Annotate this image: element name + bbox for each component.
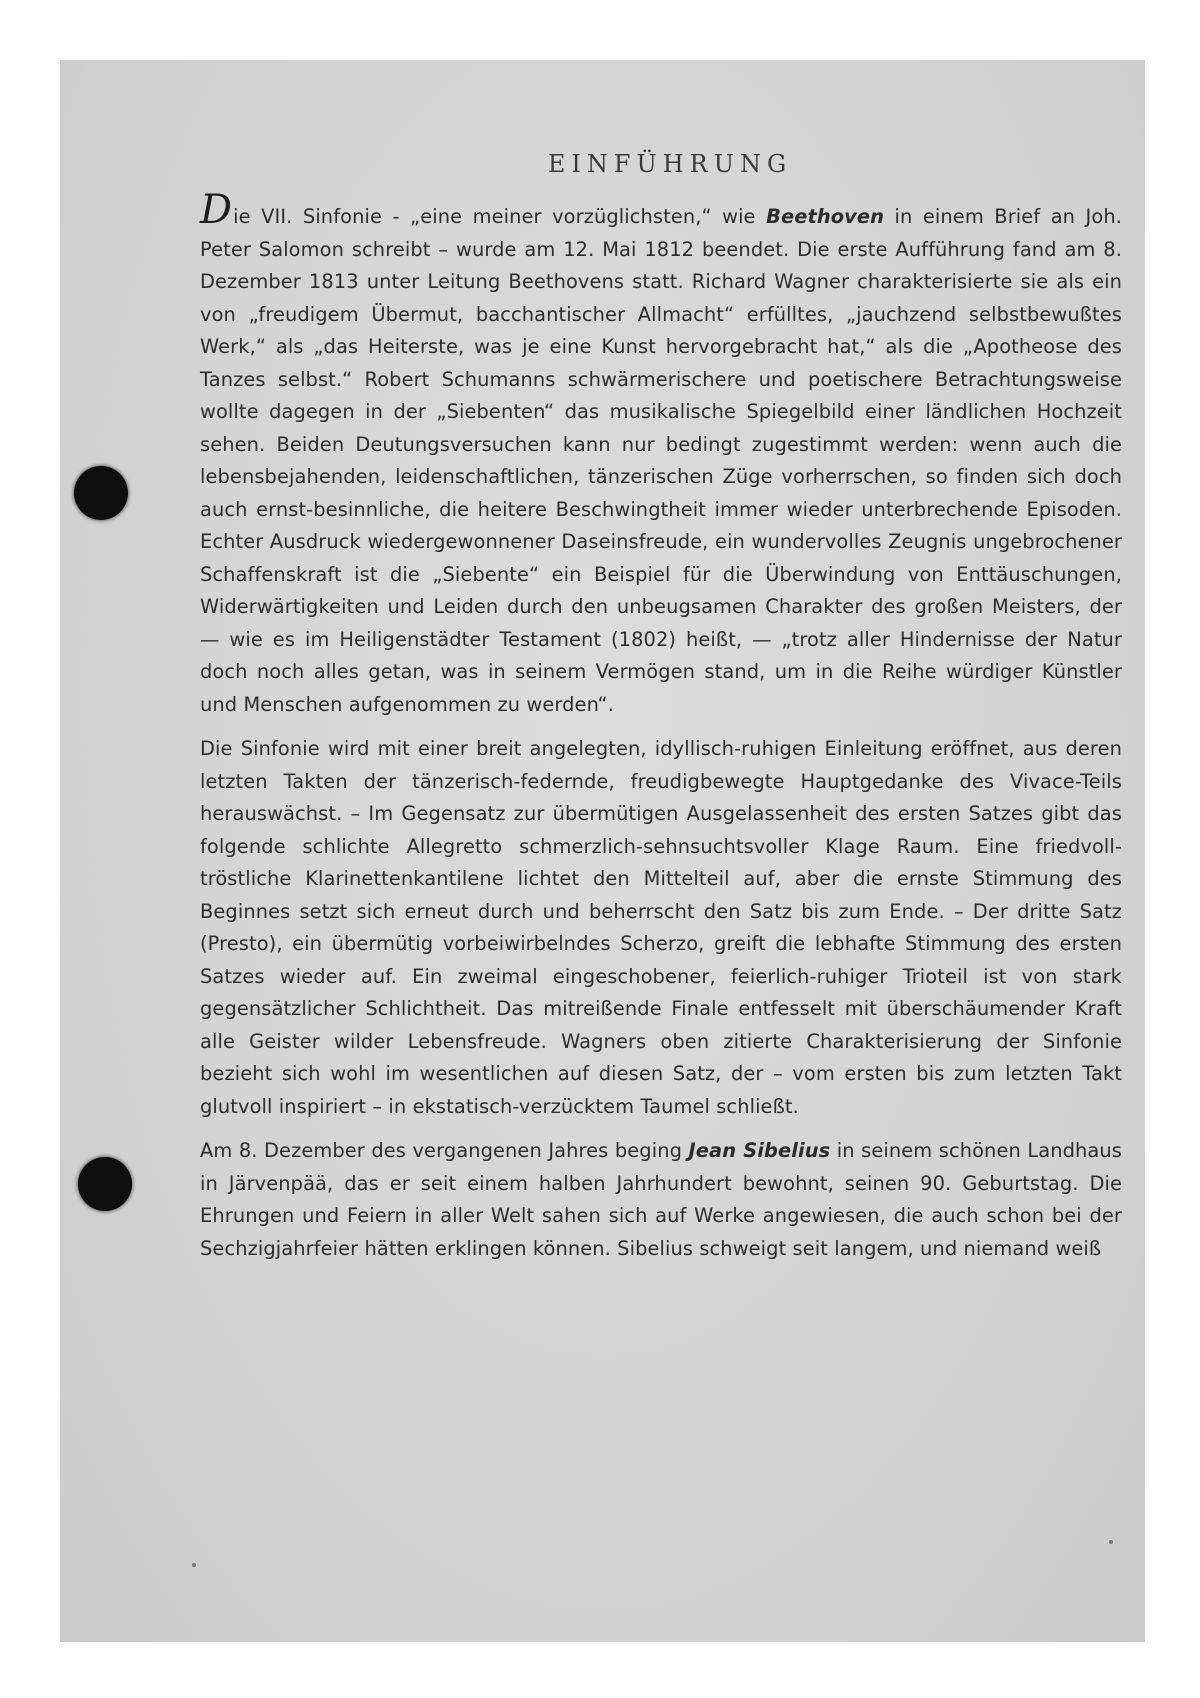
composer-name: Jean Sibelius [688,1139,831,1162]
paragraph-1 [200,187,1122,721]
body-paragraphs [200,187,1122,1265]
punch-hole [74,466,128,520]
paragraph-3 [200,1135,1122,1265]
paragraph-text: in seinem schönen Landhaus in Järvenpää, das er seit einem halben Jahrhundert bewohnt, seinen 90. Geburtstag. Die Ehrungen und Feiern in aller Welt sahen sich auf Werke angewiesen, die auch schon bei der Sechzigjahrfeier hätten erklingen können. Sibelius schweigt seit langem, und niemand weiß [200,1139,1122,1260]
paragraph-2 [200,733,1122,1123]
document-text [200,150,1122,1277]
paragraph-text: ie VII. Sinfonie - „eine meiner vorzüglichsten,“ wie [233,205,767,228]
composer-name: Beethoven [766,205,885,228]
paper-speck [192,1563,196,1567]
paragraph-text: in einem Brief an Joh. Peter Salomon schreibt – wurde am 12. Mai 1812 beendet. Die erste Aufführung fand am 8. Dezember 1813 unter Leitung Beethovens statt. Richard Wagner charakterisierte sie als ein von „freudigem Übermut, bacchantischer Allmacht“ erfülltes, „jauchzend selbstbewußtes Werk,“ als „das Heiterste, was je eine Kunst hervorgebracht hat,“ als die „Apotheose des Tanzes selbst.“ Robert Schumanns schwärmerischere und poetischere Betrachtungsweise wollte dagegen in der „Siebenten“ das musikalische Spiegelbild einer ländlichen Hochzeit sehen. Beiden Deutungsversuchen kann nur bedingt zugestimmt werden: wenn auch die lebensbejahenden, leidenschaftlichen, tänzerischen Züge vorherrschen, so finden sich doch auch ernst-besinnliche, die heitere Beschwingtheit immer wieder unterbrechende Episoden. Echter Ausdruck wiedergewonnener Daseinsfreude, ein wundervolles Zeugnis ungebrochener Schaffenskraft ist die „Siebente“ ein Beispiel für die Überwindung von Enttäuschungen, Widerwärtigkeiten und Leiden durch den unbeugsamen Charakter des großen Meisters, der — wie es im Heiligenstädter Testament (1802) heißt, — „trotz aller Hindernisse der Natur doch noch alles getan, was in seinem Vermögen stand, um in die Reihe würdiger Künstler und Menschen aufgenommen zu werden“. [200,205,1122,716]
paper-speck [1109,1540,1113,1544]
drop-cap: D [200,187,233,233]
paragraph-text: Die Sinfonie wird mit einer breit angelegten, idyllisch-ruhigen Einleitung eröffnet, aus deren letzten Takten der tänzerisch-federnde, freudigbewegte Hauptgedanke des Vivace-Teils herauswächst. – Im Gegensatz zur übermütigen Ausgelassenheit des ersten Satzes gibt das folgende schlichte Allegretto schmerzlich-sehnsuchtsvoller Klage Raum. Eine friedvoll-tröstliche Klarinettenkantilene lichtet den Mittelteil auf, aber die ernste Stimmung des Beginnes setzt sich erneut durch und beherrscht den Satz bis zum Ende. – Der dritte Satz (Presto), ein übermütig vorbeiwirbelndes Scherzo, greift die lebhafte Stimmung des ersten Satzes wieder auf. Ein zweimal eingeschobener, feierlich-ruhiger Trioteil ist von stark gegensätzlicher Schlichtheit. Das mitreißende Finale entfesselt mit überschäumender Kraft alle Geister wilder Lebensfreude. Wagners oben zitierte Charakterisierung der Sinfonie bezieht sich wohl im wesentlichen auf diesen Satz, der – vom ersten bis zum letzten Takt glutvoll inspiriert – in ekstatisch-verzücktem Taumel schließt. [200,737,1122,1118]
page-title: EINFÜHRUNG [547,150,793,178]
paragraph-text: Am 8. Dezember des vergangenen Jahres beging [200,1139,689,1162]
punch-hole [78,1157,132,1211]
scanned-page [60,60,1145,1642]
